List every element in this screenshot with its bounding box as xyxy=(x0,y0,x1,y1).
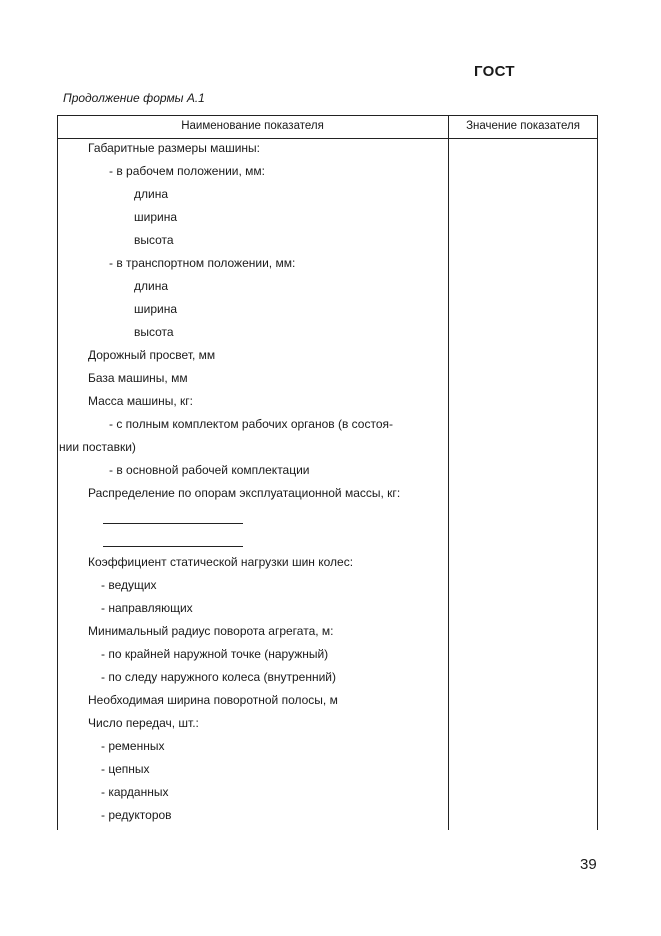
form-continuation-caption: Продолжение формы А.1 xyxy=(63,91,205,105)
row-ground-clearance: Дорожный просвет, мм xyxy=(88,348,216,362)
row-gear-count: Число передач, шт.: xyxy=(88,716,199,730)
row-turning-radius: Минимальный радиус поворота агрегата, м: xyxy=(88,624,334,638)
table-right-border xyxy=(597,115,598,830)
row-working-length: длина xyxy=(134,187,169,201)
row-transport-length: длина xyxy=(134,279,169,293)
blank-fill-line xyxy=(103,523,243,524)
row-transport-height: высота xyxy=(134,325,174,339)
row-turning-strip-width: Необходимая ширина поворотной полосы, м xyxy=(88,693,338,707)
row-transport-width: ширина xyxy=(134,302,178,316)
row-radius-outer: - по крайней наружной точке (наружный) xyxy=(101,647,329,661)
row-wheelbase: База машины, мм xyxy=(88,371,188,385)
row-mass-distribution: Распределение по опорам эксплуатационной массы, кг: xyxy=(88,486,401,500)
row-working-height: высота xyxy=(134,233,174,247)
column-header-value: Значение показателя xyxy=(466,120,580,132)
table-column-divider xyxy=(448,115,449,830)
indicators-table xyxy=(57,115,598,830)
row-radius-inner: - по следу наружного колеса (внутренний) xyxy=(101,670,336,684)
blank-fill-line xyxy=(103,546,243,547)
row-chain-gears: - цепных xyxy=(101,762,150,776)
row-cardan-gears: - карданных xyxy=(101,785,169,799)
row-transport-position: - в транспортном положении, мм: xyxy=(109,256,296,270)
row-working-width: ширина xyxy=(134,210,178,224)
row-mass-full-set: - с полным комплектом рабочих органов (в состоя- xyxy=(109,417,394,431)
row-mass-full-set-cont: нии поставки) xyxy=(59,440,136,454)
row-tire-load-coefficient: Коэффициент статической нагрузки шин колес: xyxy=(88,555,354,569)
row-reducer-gears: - редукторов xyxy=(101,808,172,822)
row-machine-mass: Масса машины, кг: xyxy=(88,394,193,408)
row-drive-wheels: - ведущих xyxy=(101,578,157,592)
document-standard-title: ГОСТ xyxy=(474,63,515,80)
page-number: 39 xyxy=(580,856,597,873)
table-header-divider xyxy=(57,138,598,139)
column-header-name: Наименование показателя xyxy=(181,120,324,132)
row-overall-dimensions: Габаритные размеры машины: xyxy=(88,141,261,155)
row-steer-wheels: - направляющих xyxy=(101,601,193,615)
row-mass-basic-set: - в основной рабочей комплектации xyxy=(109,463,310,477)
row-belt-gears: - ременных xyxy=(101,739,165,753)
row-working-position: - в рабочем положении, мм: xyxy=(109,164,265,178)
table-left-border xyxy=(57,115,58,830)
